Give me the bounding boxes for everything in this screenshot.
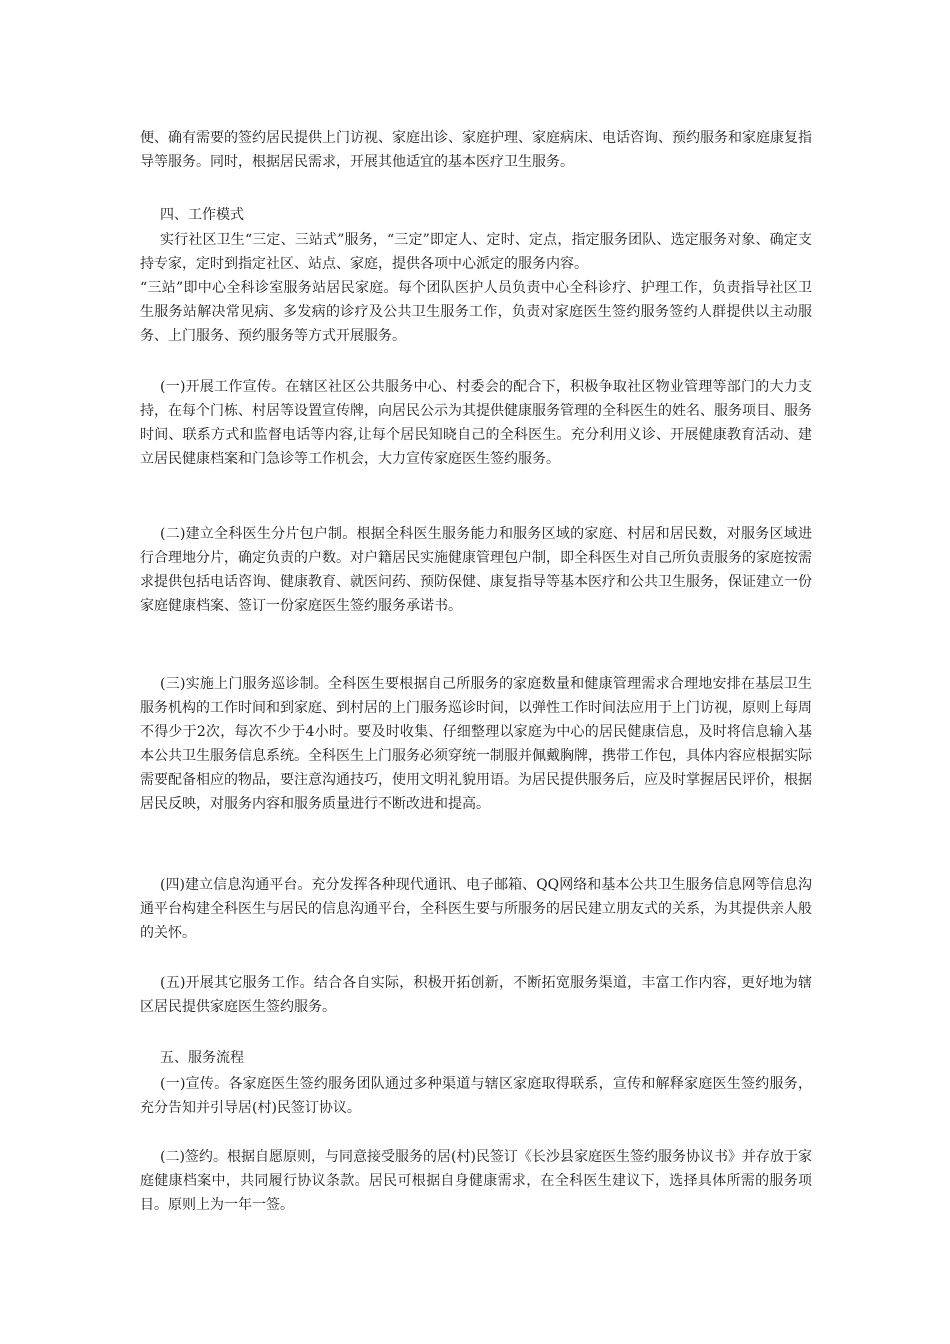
section-4-heading: 四、工作模式 bbox=[160, 207, 244, 223]
section-5-heading: 五、服务流程 bbox=[160, 1050, 244, 1066]
section-4-intro: 实行社区卫生“三定、三站式”服务，“三定”即定人、定时、定点，指定服务团队、选定服务对象、确定支持专家，定时到指定社区、站点、家庭，提供各项中心派定的服务内容。 bbox=[140, 232, 812, 272]
work-item-2: (二)建立全科医生分片包户制。根据全科医生服务能力和服务区域的家庭、村居和居民数，对服务区域进行合理地分片，确定负责的户数。对户籍居民实施健康管理包户制，即全科医生对自己所负责服务的家庭按需求提供包括电话咨询、健康教育、就医问药、预防保健、康复指导等基本医疗和公共卫生服务，保证建立一份家庭健康档案、签订一份家庭医生签约服务承诺书。 bbox=[140, 526, 812, 614]
flow-step-2: (二)签约。根据自愿原则，与同意接受服务的居(村)民签订《长沙县家庭医生签约服务协议书》并存放于家庭健康档案中，共同履行协议条款。居民可根据自身健康需求，在全科医生建议下，选择具体所需的服务项目。原则上为一年一签。 bbox=[140, 1149, 812, 1213]
work-item-5: (五)开展其它服务工作。结合各自实际，积极开拓创新，不断拓宽服务渠道，丰富工作内容，更好地为辖区居民提供家庭医生签约服务。 bbox=[140, 975, 812, 1015]
work-item-3: (三)实施上门服务巡诊制。全科医生要根据自己所服务的家庭数量和健康管理需求合理地安排在基层卫生服务机构的工作时间和到家庭、到村居的上门服务巡诊时间，以弹性工作时间法应用于上门访视，原则上每周不得少于2次，每次不少于4小时。要及时收集、仔细整理以家庭为中心的居民健康信息，及时将信息输入基本公共卫生服务信息系统。全科医生上门服务必须穿统一制服并佩戴胸牌，携带工作包，具体内容应根据实际需要配备相应的物品，要注意沟通技巧，使用文明礼貌用语。为居民提供服务后，应及时掌握居民评价，根据居民反映，对服务内容和服务质量进行不断改进和提高。 bbox=[140, 676, 812, 812]
flow-step-1: (一)宣传。各家庭医生签约服务团队通过多种渠道与辖区家庭取得联系，宣传和解释家庭医生签约服务，充分告知并引导居(村)民签订协议。 bbox=[140, 1076, 812, 1116]
paragraph-continued: 便、确有需要的签约居民提供上门访视、家庭出诊、家庭护理、家庭病床、电话咨询、预约服务和家庭康复指导等服务。同时，根据居民需求，开展其他适宜的基本医疗卫生服务。 bbox=[140, 130, 812, 170]
work-item-4: (四)建立信息沟通平台。充分发挥各种现代通讯、电子邮箱、QQ网络和基本公共卫生服务信息网等信息沟通平台构建全科医生与居民的信息沟通平台，全科医生要与所服务的居民建立朋友式的关系，为其提供亲人般的关怀。 bbox=[140, 877, 812, 941]
section-4-three-stations: “三站”即中心全科诊室服务站居民家庭。每个团队医护人员负责中心全科诊疗、护理工作，负责指导社区卫生服务站解决常见病、多发病的诊疗及公共卫生服务工作，负责对家庭医生签约服务签约人群提供以主动服务、上门服务、预约服务等方式开展服务。 bbox=[140, 280, 812, 344]
work-item-1: (一)开展工作宣传。在辖区社区公共服务中心、村委会的配合下，积极争取社区物业管理等部门的大力支持，在每个门栋、村居等设置宣传牌，向居民公示为其提供健康服务管理的全科医生的姓名、服务项目、服务时间、联系方式和监督电话等内容,让每个居民知晓自己的全科医生。充分利用义诊、开展健康教育活动、建立居民健康档案和门急诊等工作机会，大力宣传家庭医生签约服务。 bbox=[140, 379, 812, 467]
